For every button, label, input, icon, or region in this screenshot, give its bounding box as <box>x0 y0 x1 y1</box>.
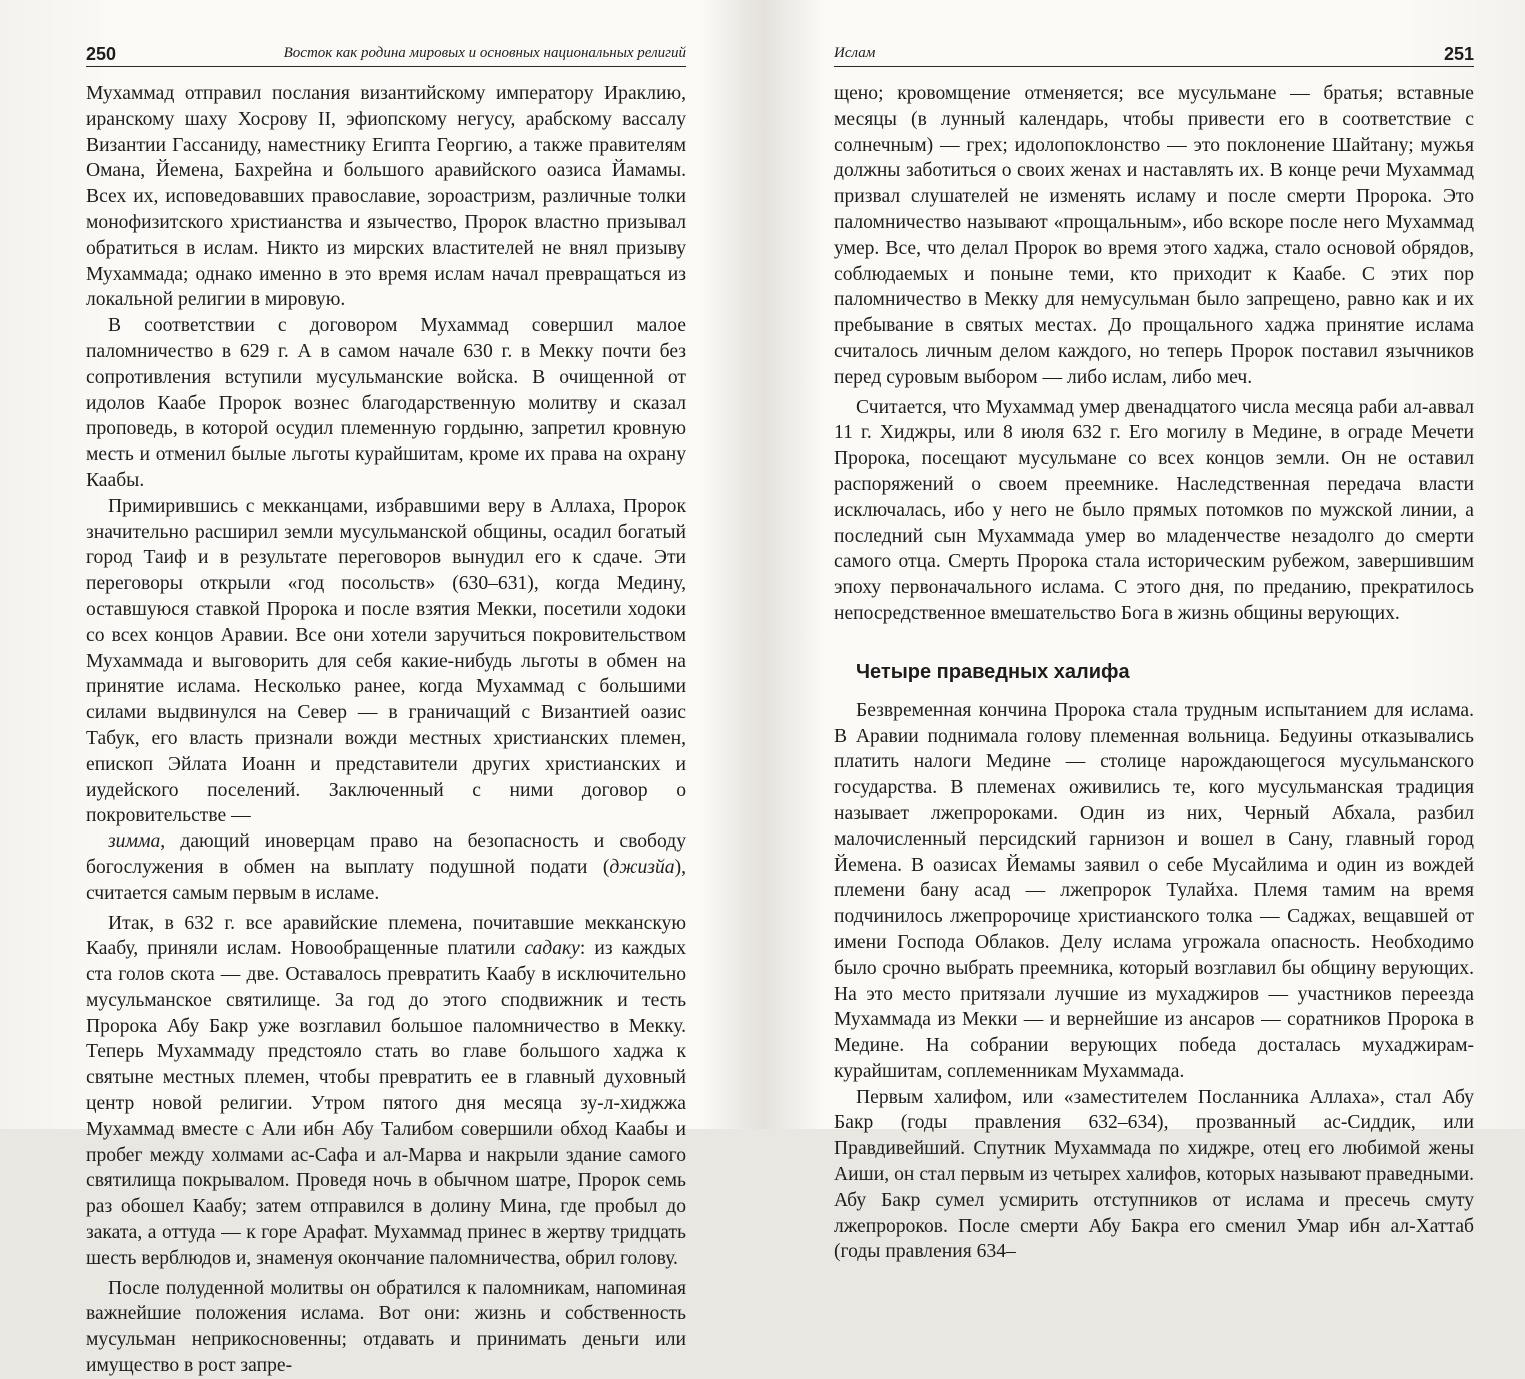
paragraph: Безвременная кончина Пророка стала трудным испытанием для ислама. В Аравии поднимала голову племенная вольница. Бедуины отказывались платить налоги Медине — столице нарождающегося мусульманского государства. В племенах оживились те, кого мусульманская традиция называет лжепророками. Один из них, Черный Абхала, разбил малочисленный персидский гарнизон и вошел в Сану, главный город Йемена. В оазисах Йемамы заявил о себе Мусайлима и один из вождей племени бану асад — лжепророк Тулайха. Племя тамим на время подчинилось лжепророчице христианского толка — Саджах, вещавшей от имени Господа Облаков. Делу ислама угрожала опасность. Необходимо было срочно выбрать преемника, который возглавил бы общину верующих. На это место притязали лучшие из мухаджиров — участников переезда Мухаммада из Мекки — и вернейшие из ансаров — соратников Пророка в Медине. На собрании верующих победа досталась мухаджирам-курайшитам, соплеменникам Мухаммада. <box>834 699 1474 1082</box>
paragraph-text: ), считается самым первым в исламе. <box>86 856 686 904</box>
paragraph: Считается, что Мухаммад умер двенадцатого числа месяца раби ал-аввал 11 г. Хиджры, или 8 июля 632 г. Его могилу в Медине, в ограде Мечети Пророка, посещают мусульмане со всех концов земли. Он не оставил распоряжений о своем преемнике. Наследственная передача власти исключалась, ибо у него не было прямых потомков по мужской линии, а последний сын Мухаммада умер во младенчестве незадолго до смерти самого отца. Смерть Пророка стала историческим рубежом, завершившим эпоху первоначального ислама. С этого дня, по преданию, прекратилось непосредственное вмешательство Бога в жизнь общины верующих. <box>834 396 1474 624</box>
right-page-body <box>834 81 1474 1265</box>
paragraph <box>86 911 686 1272</box>
paragraph-text: Итак, в 632 г. все аравийские племена, почитавшие мекканскую Каабу, приняли ислам. Новообращенные платили <box>86 912 686 960</box>
paragraph: щено; кровомщение отменяется; все мусульмане — братья; вставные месяцы (в лунный календарь, чтобы привести его в соответствие с солнечным) — грех; идолопоклонство — это поклонение Шайтану; мужья должны заботиться о своих женах и наставлять их. В конце речи Мухаммад призвал слушателей не изменять исламу и после смерти Пророка. Это паломничество называют «прощальным», ибо вскоре после него Мухаммад умер. Все, что делал Пророк во время этого хаджа, стало основой обрядов, соблюдаемых и поныне теми, кто приходит к Каабе. С этих пор паломничество в Мекку для немусульман было запрещено, равно как и их пребывание в святых местах. До прощального хаджа принятие ислама считалось личным делом каждого, но теперь Пророк поставил язычников перед суровым выбором — либо ислам, либо меч. <box>834 83 1474 388</box>
paragraph-text: , дающий иноверцам право на безопасность и свободу богослужения в обмен на выплату подушной подати ( <box>86 831 686 878</box>
paragraph <box>86 829 686 906</box>
running-header: Ислам <box>834 45 876 61</box>
paragraph: Примирившись с мекканцами, избравшими веру в Аллаха, Пророк значительно расширил земли мусульманской общины, осадил богатый город Таиф и в результате переговоров вынудил его к сдаче. Эти переговоры открыли «год посольств» (630–631), когда Медину, оставшуюся ставкой Пророка и после взятия Мекки, посетили ходоки со всех концов Аравии. Все они хотели заручиться покровительством Мухаммада и выговорить для себя какие-нибудь льготы в обмен на принятие ислама. Несколько ранее, когда Мухаммад с большими силами выдвинулся на Север — в граничащий с Византией оазис Табук, его власть признали вожди местных христианских племен, епископ Эйлата Иоанн и представители других христианских и иудейского поселений. Заключенный с ними договор о покровительстве — <box>86 495 686 827</box>
paragraph: Первым халифом, или «заместителем Посланника Аллаха», стал Абу Бакр (годы правления 632–634), прозванный ас-Сиддик, или Правдивейший. Спутник Мухаммада по хиджре, отец его любимой жены Аиши, он стал первым из четырех халифов, которых называют праведными. Абу Бакр сумел усмирить отступников от ислама и пресечь смуту лжепророков. После смерти Абу Бакра его сменил Умар ибн ал-Хаттаб (годы правления 634– <box>834 1086 1474 1263</box>
paragraph: После полуденной молитвы он обратился к паломникам, напоминая важнейшие положения ислама. Вот они: жизнь и собственность мусульман неприкосновенны; отдавать и принимать деньги или имущество в рост запре- <box>86 1277 686 1377</box>
italic-term: садаку <box>524 938 580 960</box>
paragraph: Мухаммад отправил послания византийскому императору Ираклию, иранскому шаху Хосрову II, эфиопскому негусу, арабскому вассалу Византии Гассаниду, наместнику Египта Георгию, а также правителям Омана, Йемена, Бахрейна и большого аравийского оазиса Йамамы. Всех их, исповедовавших православие, зороастризм, различные толки монофизитского христианства и язычество, Пророк властно призывал обратиться в ислам. Никто из мирских властителей не внял призыву Мухаммада; однако именно в это время ислам начал превращаться из локальной религии в мировую. <box>86 83 686 311</box>
section-heading: Четыре праведных халифа <box>856 660 1130 683</box>
left-page-header <box>86 30 686 67</box>
left-page <box>86 30 686 1377</box>
italic-term: джизйа <box>609 856 675 878</box>
left-page-body <box>86 81 686 1379</box>
italic-term: зимма <box>108 831 161 853</box>
running-header: Восток как родина мировых и основных национальных религий <box>283 45 686 61</box>
paragraph-text: : из каждых ста голов скота — две. Оставалось превратить Каабу в исключительно мусульманское святилище. За год до этого сподвижник и тесть Пророка Абу Бакр уже возглавил большое паломничество в Мекку. Теперь Мухаммаду предстояло стать во главе большого хаджа к святыне местных племен, чтобы превратить ее в главный духовный центр новой религии. Утром пятого дня месяца зу-л-хиджжа Мухаммад вместе с Али ибн Абу Талибом совершили обход Каабы и пробег между холмами ас-Сафа и ал-Марва и накрыли здание самого святилища покрывалом. Проведя ночь в обычном шатре, Пророк семь раз обошел Каабу; затем отправился в долину Мина, где пробыл до заката, а оттуда — к горе Арафат. Мухаммад принес в жертву тридцать шесть верблюдов и, знаменуя окончание паломничества, обрил голову. <box>86 938 686 1269</box>
right-page-header <box>834 30 1474 67</box>
right-page <box>834 30 1474 1263</box>
paragraph: В соответствии с договором Мухаммад совершил малое паломничество в 629 г. А в самом начале 630 г. в Мекку почти без сопротивления вступили мусульманские войска. В очищенной от идолов Каабе Пророк вознес благодарственную молитву и сказал проповедь, в которой осудил племенную гордыню, запретил кровную месть и отменил былые льготы курайшитам, кроме их права на охрану Каабы. <box>86 315 686 491</box>
page-number: 250 <box>86 44 117 64</box>
page-number: 251 <box>1443 44 1474 64</box>
